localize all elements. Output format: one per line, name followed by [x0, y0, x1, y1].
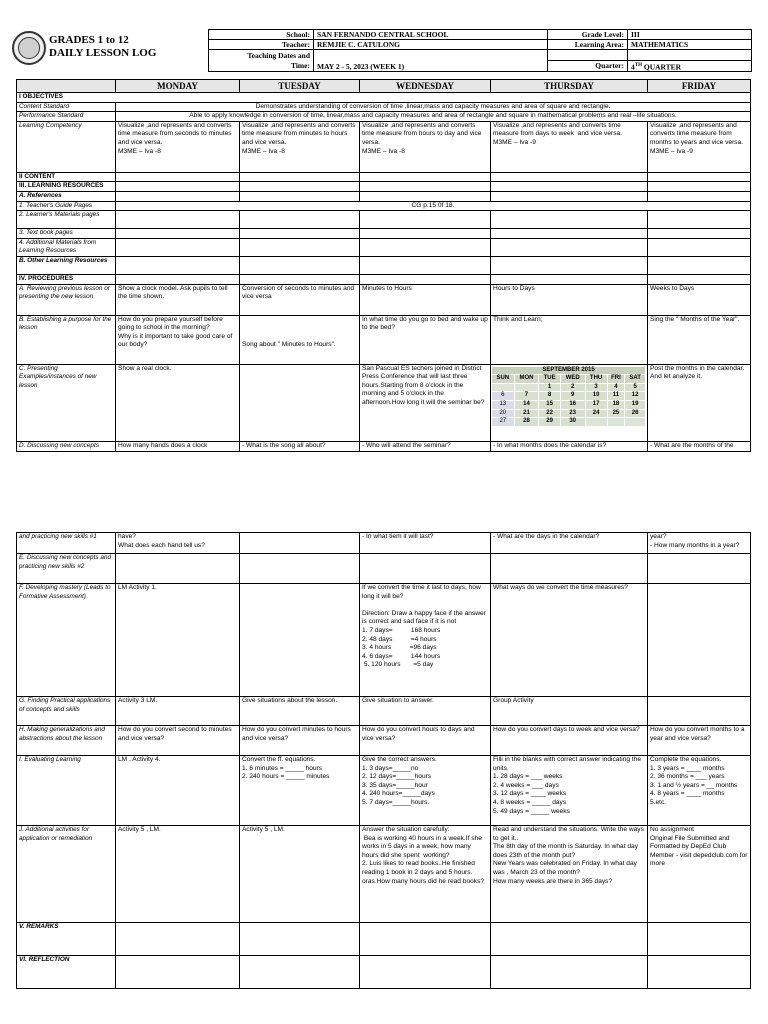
calendar-cell: 9: [560, 392, 585, 401]
calendar-cell: 26: [625, 409, 646, 418]
calendar-cell: 11: [607, 392, 625, 401]
h-thursday: How do you convert days to week and vice versa?: [491, 726, 648, 756]
calendar-cell: 8: [539, 392, 560, 401]
c-thursday-calendar: [491, 364, 648, 441]
d-tuesday: - What is the song all about?: [240, 441, 360, 451]
calendar-day-header: SUN: [492, 375, 515, 384]
f-thursday: What ways do we convert the time measures?: [491, 584, 648, 697]
j-monday: Activity 5 , LM.: [116, 826, 240, 923]
i-thursday: Filli in the blanks with correct answer indicating the units. 1. 28 days = ___ weeks 2. 4 weeks = ___ days 3. 12 days = ____ weeks 4. 8 weeks = _____ days 5. 49 days = _____ weeks: [491, 756, 648, 826]
quarter-value: 4TH QUARTER: [628, 60, 752, 72]
calendar-cell: 27: [492, 418, 515, 427]
g-wednesday: Give situation to answer.: [360, 697, 491, 726]
d2-thursday: - What are the days in the calendar?: [491, 533, 648, 554]
row-label-remarks: V. REMARKS: [17, 923, 116, 956]
calendar-cell: 30: [560, 418, 585, 427]
i-friday: Complete the equations. 1. 3 years = ____ months 2. 36 months = ___ years 3. 1 and ½ years = __ months 4. 8 years = ____ months 5.etc.: [648, 756, 751, 826]
calendar-cell: 20: [492, 409, 515, 418]
calendar-cell: 21: [514, 409, 539, 418]
row-label-c: C. Presenting Examples/instances of new lesson: [17, 364, 116, 441]
i-monday: LM , Activity 4.: [116, 756, 240, 826]
d2-wednesday: - In what tiem it will last?: [360, 533, 491, 554]
d-friday: - What are the months of the: [648, 441, 751, 451]
row-label-h: H. Making generalizations and abstractions about the lesson: [17, 726, 116, 756]
calendar-title: SEPTEMBER 2015: [492, 366, 646, 375]
teacher-label: Teacher:: [209, 40, 314, 50]
calendar-cell: [585, 418, 607, 427]
row-label-content-standard: Content Standard: [17, 102, 116, 112]
september-calendar: [491, 366, 646, 427]
h-wednesday: How do you convert hours to days and vice versa?: [360, 726, 491, 756]
f-friday: [648, 584, 751, 697]
dates-value: MAY 2 - 5, 2023 (WEEK 1): [314, 50, 548, 72]
calendar-cell: 23: [560, 409, 585, 418]
calendar-cell: [514, 383, 539, 392]
calendar-cell: 12: [625, 392, 646, 401]
calendar-day-header: MON: [514, 375, 539, 384]
competency-friday: Visualize ,and represents and converts time measure from months to years and vice versa. M3ME – Iva -9: [648, 121, 751, 172]
row-label-d2: and practicing new skills #1: [17, 533, 116, 554]
row-label-e: E. Discussing new concepts and practicing new skills #2: [17, 554, 116, 584]
section-content: II CONTENT: [17, 172, 116, 182]
header: [12, 29, 754, 70]
calendar-cell: 10: [585, 392, 607, 401]
row-label-g: G. Finding Practical applications of concepts and skills: [17, 697, 116, 726]
i-tuesday: Convert the ff. equations. 1. 6 minutes = _____ hours 2. 240 hours = _____ minutes: [240, 756, 360, 826]
info-table: [208, 29, 752, 72]
content-standard: Demonstrates understanding of conversion of time ,linear,mass and capacity measures and area of square and rectangle.: [116, 102, 751, 112]
area-value: MATHEMATICS: [628, 40, 752, 50]
a-tuesday: Conversion of seconds to minutes and vice versa: [240, 284, 360, 315]
c-tuesday: [240, 364, 360, 441]
h-tuesday: How do you convert minutes to hours and vice versa?: [240, 726, 360, 756]
b-thursday: Think and Learn;: [491, 315, 648, 364]
row-label-j: J. Additional activities for application or remediation: [17, 826, 116, 923]
area-label: Learning Area:: [548, 40, 628, 50]
calendar-cell: 3: [585, 383, 607, 392]
b-friday: Sing the " Months of the Year".: [648, 315, 751, 364]
calendar-cell: 7: [514, 392, 539, 401]
calendar-day-header: SAT: [625, 375, 646, 384]
row-label-performance-standard: Performance Standard: [17, 112, 116, 122]
tg-pages: CG p.15 0f 18.: [116, 201, 751, 211]
day-header-friday: FRIDAY: [648, 80, 751, 93]
competency-monday: Visualize ,and represents and converts time measure from seconds to minutes and vice versa. M3ME – Iva -8: [116, 121, 240, 172]
a-friday: Weeks to Days: [648, 284, 751, 315]
day-header-thursday: THURSDAY: [491, 80, 648, 93]
calendar-cell: 6: [492, 392, 515, 401]
day-header-monday: MONDAY: [116, 80, 240, 93]
row-label-references: A. References: [17, 191, 116, 201]
dates-label: Teaching Dates and Time:: [209, 50, 314, 72]
f-monday: LM Activity 1.: [116, 584, 240, 697]
section-resources: III. LEARNING RESOURCES: [17, 182, 116, 192]
competency-thursday: Visualize ,and represents and converts time measure from days to week and vice versa. M3ME – Iva -9: [491, 121, 648, 172]
calendar-cell: [625, 418, 646, 427]
teacher-value: REMJIE C. CATULONG: [314, 40, 548, 50]
j-thursday: Read and understand the situations. Write the ways to get it.. The 8th day of the month is Saturday. In what day does 23th of the month put? New Years was celebrated on Friday. In what day was , March 23 of the month? How many weeks are there in 365 days?: [491, 826, 648, 923]
school-value: SAN FERNANDO CENTRAL SCHOOL: [314, 30, 548, 40]
calendar-cell: 29: [539, 418, 560, 427]
row-label-tg: 1. Teacher's Guide Pages: [17, 201, 116, 211]
d-monday: How many hands does a clock: [116, 441, 240, 451]
calendar-cell: 4: [607, 383, 625, 392]
calendar-cell: 5: [625, 383, 646, 392]
section-objectives: I OBJECTIVES: [17, 93, 751, 103]
calendar-cell: [492, 383, 515, 392]
i-wednesday: Give the correct answers. 1. 3 days=_____no 2. 12 days=_____hours 3. 35 days=_____hour 4. 240 hours=_____days 5. 7 days=_____hours.: [360, 756, 491, 826]
calendar-cell: [607, 418, 625, 427]
f-wednesday: If we convert the time it last to days, how long it will be? Direction: Draw a happy face if the answer is correct and sad face if it is not 1. 7 days= 168 hours 2. 48 days =4 hours 3. 4 hours =96 days 4. 6 days= 144 hours 5. 120 hours =5 day: [360, 584, 491, 697]
h-monday: How do you convert second to minutes and vice versa?: [116, 726, 240, 756]
a-monday: Show a clock model. Ask pupils to tell the time shown.: [116, 284, 240, 315]
row-label-lm: 2. Learner's Materials pages: [17, 211, 116, 229]
calendar-cell: 14: [514, 400, 539, 409]
d2-monday: have? What does each hand tell us?: [116, 533, 240, 554]
calendar-cell: 17: [585, 400, 607, 409]
log-title: GRADES 1 to 12 DAILY LESSON LOG: [49, 34, 157, 59]
calendar-cell: 18: [607, 400, 625, 409]
c-wednesday: San Pascual ES techers joined in District Press Conference that will last three hours.Starting from 8 o'clock in the morning and 5 o'clock in the afternoon.How long it will the seminar be?: [360, 364, 491, 441]
d-wednesday: - Who will attend the seminar?: [360, 441, 491, 451]
day-header-tuesday: TUESDAY: [240, 80, 360, 93]
calendar-cell: 25: [607, 409, 625, 418]
g-tuesday: Give situations about the lesson.: [240, 697, 360, 726]
calendar-day-header: THU: [585, 375, 607, 384]
deped-seal-icon: [12, 31, 46, 65]
section-procedures: IV. PROCEDURES: [17, 274, 116, 284]
grade-value: III: [628, 30, 752, 40]
calendar-cell: 13: [492, 400, 515, 409]
calendar-cell: 16: [560, 400, 585, 409]
g-friday: [648, 697, 751, 726]
a-thursday: Hours to Days: [491, 284, 648, 315]
day-header-wednesday: WEDNESDAY: [360, 80, 491, 93]
calendar-day-header: TUE: [539, 375, 560, 384]
j-wednesday: Answer the situation carefully: Bea is working 40 hours in a week.If she works in 5 days in a week, how many hours did she spent working? 2. Luis likes to read books..He finished reading 1 book in 2 days and 5 hours. oras.How many hours did he read books?: [360, 826, 491, 923]
d2-tuesday: [240, 533, 360, 554]
c-friday: Post the months in the calendar. And let analyze it.: [648, 364, 751, 441]
calendar-cell: 22: [539, 409, 560, 418]
row-label-additional: 4. Additional Materials from Learning Resources: [17, 238, 116, 256]
calendar-day-header: WED: [560, 375, 585, 384]
lesson-log-table-page2: [16, 532, 751, 989]
g-thursday: Group Activity: [491, 697, 648, 726]
d-thursday: - In what months does the calendar is?: [491, 441, 648, 451]
calendar-cell: 2: [560, 383, 585, 392]
g-monday: Activity 3 LM.: [116, 697, 240, 726]
calendar-cell: 15: [539, 400, 560, 409]
row-label-other: B. Other Learning Resources: [17, 256, 116, 274]
b-wednesday: In what time do you go to bed and wake up to the bed?: [360, 315, 491, 364]
calendar-day-header: FRI: [607, 375, 625, 384]
school-label: School:: [209, 30, 314, 40]
row-label-f: F. Developing mastery (Leads to Formative Assessment): [17, 584, 116, 697]
lesson-log-table-page1: [16, 79, 751, 452]
row-label-b: B. Establishing a purpose for the lesson: [17, 315, 116, 364]
row-label-i: I. Evaluating Learning: [17, 756, 116, 826]
a-wednesday: Minutes to Hours: [360, 284, 491, 315]
calendar-cell: 24: [585, 409, 607, 418]
f-tuesday: [240, 584, 360, 697]
c-monday: Show a real clock.: [116, 364, 240, 441]
b-monday: How do you prepare yourself before going to school in the morning? Why is it important to take good care of our body?: [116, 315, 240, 364]
row-label-d: D. Discussing new concepts: [17, 441, 116, 451]
row-label-reflection: VI. REFLECTION: [17, 956, 116, 989]
b-tuesday: Song about " Minutes to Hours".: [240, 315, 360, 364]
j-friday: No assignment Original File Submitted and Formatted by DepEd Club Member - visit depedclub.com for more: [648, 826, 751, 923]
d2-friday: year? - How many months in a year?: [648, 533, 751, 554]
competency-tuesday: Visualize ,and represents and converts time measure from minutes to hours and vice versa. M3ME – Iva -8: [240, 121, 360, 172]
row-label-textbook: 3. Text book pages: [17, 229, 116, 239]
calendar-cell: 1: [539, 383, 560, 392]
competency-wednesday: Visualize ,and represents and converts time measure from hours to day and vice versa. M3ME – Iva -8: [360, 121, 491, 172]
grade-label: Grade Level:: [548, 30, 628, 40]
quarter-label: Quarter:: [548, 60, 628, 72]
performance-standard: Able to apply knowledge in conversion of time, linear,mass and capacity measures and area of rectangle and square in mathematical problems and real –life situations.: [116, 112, 751, 122]
calendar-cell: 19: [625, 400, 646, 409]
h-friday: How do you convert months to a year and vice versa?: [648, 726, 751, 756]
calendar-cell: 28: [514, 418, 539, 427]
row-label-a: A. Reviewing previous lesson or presenting the new lesson: [17, 284, 116, 315]
j-tuesday: Activity 5 , LM.: [240, 826, 360, 923]
row-label-competency: Learning Competency: [17, 121, 116, 172]
